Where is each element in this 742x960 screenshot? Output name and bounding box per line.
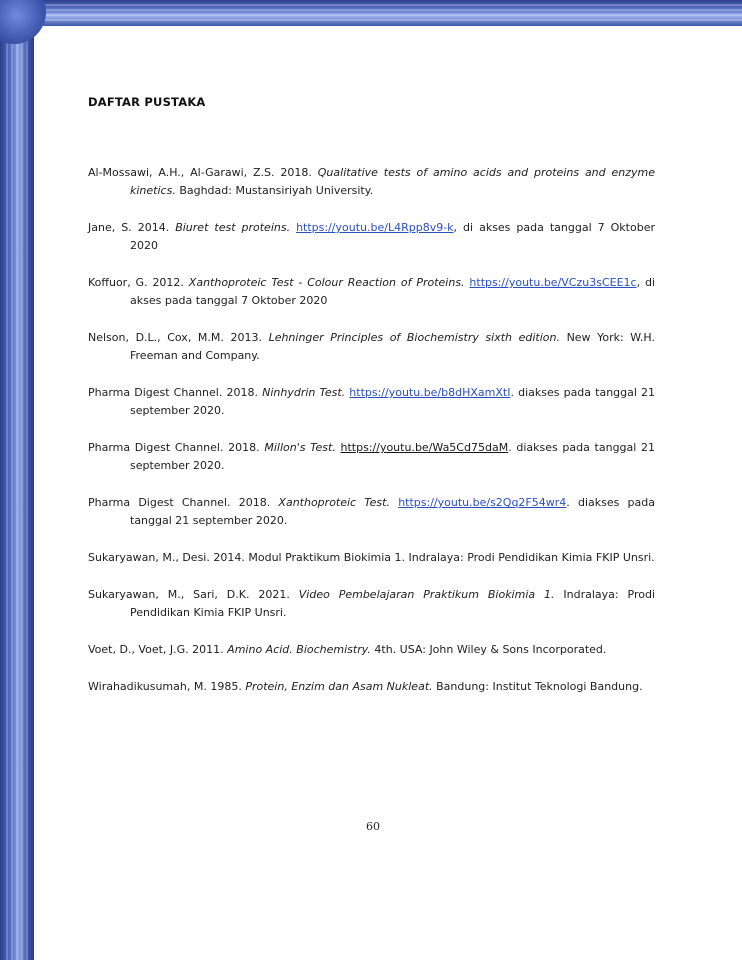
reference-entry	[88, 494, 655, 530]
corner-circle-decoration	[0, 0, 46, 44]
reference-link[interactable]: https://youtu.be/b8dHXamXtI	[349, 386, 511, 399]
reference-access-note: , di akses pada tanggal 7 Oktober 2020	[130, 276, 655, 307]
reference-year: 2014.	[213, 551, 245, 564]
reference-title: Xanthoproteic Test - Colour Reaction of Proteins.	[188, 276, 465, 289]
reference-link[interactable]: https://youtu.be/s2Qq2F54wr4	[398, 496, 567, 509]
reference-authors: Sukaryawan, M., Desi.	[88, 551, 210, 564]
reference-title: Biuret test proteins.	[175, 221, 291, 234]
reference-access-note: . diakses pada tanggal 21 september 2020.	[130, 496, 655, 527]
reference-publisher: Indralaya: Prodi Pendidikan Kimia FKIP Unsri.	[130, 588, 655, 619]
reference-entry	[88, 274, 655, 310]
top-border-decoration	[0, 0, 742, 26]
reference-publisher: Bandung: Institut Teknologi Bandung.	[436, 680, 643, 693]
reference-authors: Pharma Digest Channel.	[88, 496, 231, 509]
reference-entry	[88, 641, 655, 659]
reference-title: Xanthoproteic Test.	[278, 496, 390, 509]
reference-entry	[88, 329, 655, 365]
page-title: DAFTAR PUSTAKA	[88, 95, 206, 109]
reference-title: Millon's Test.	[264, 441, 336, 454]
left-border-decoration	[0, 0, 34, 960]
reference-authors: Voet, D., Voet, J.G.	[88, 643, 189, 656]
reference-entry	[88, 164, 655, 200]
reference-entry	[88, 549, 655, 567]
reference-access-note: , di akses pada tanggal 7 Oktober 2020	[130, 221, 655, 252]
reference-publisher: Baghdad: Mustansiriyah University.	[179, 184, 374, 197]
reference-authors: Nelson, D.L., Cox, M.M.	[88, 331, 224, 344]
reference-title: Video Pembelajaran Praktikum Biokimia 1.	[298, 588, 555, 601]
reference-authors: Sukaryawan, M., Sari, D.K.	[88, 588, 250, 601]
reference-publisher: 4th. USA: John Wiley & Sons Incorporated.	[374, 643, 607, 656]
page-number: 60	[366, 820, 380, 833]
reference-access-note: . diakses pada tanggal 21 september 2020.	[130, 386, 656, 417]
reference-title: Amino Acid. Biochemistry.	[227, 643, 371, 656]
reference-link[interactable]: https://youtu.be/L4Rpp8v9-k	[296, 221, 454, 234]
reference-year: 2014.	[137, 221, 170, 234]
reference-title: Protein, Enzim dan Asam Nukleat.	[245, 680, 433, 693]
reference-publisher: Modul Praktikum Biokimia 1. Indralaya: Prodi Pendidikan Kimia FKIP Unsri.	[248, 551, 655, 564]
reference-title: Ninhydrin Test.	[262, 386, 346, 399]
reference-title: Qualitative tests of amino acids and proteins and enzyme kinetics.	[130, 166, 655, 197]
reference-year: 2011.	[192, 643, 224, 656]
reference-year: 1985.	[210, 680, 242, 693]
reference-year: 2018.	[238, 496, 271, 509]
reference-year: 2013.	[230, 331, 262, 344]
reference-authors: Pharma Digest Channel.	[88, 386, 223, 399]
reference-year: 2018.	[226, 386, 258, 399]
top-border-stripes	[0, 4, 742, 22]
reference-entry	[88, 678, 655, 696]
reference-title: Lehninger Principles of Biochemistry sixth edition.	[268, 331, 560, 344]
left-border-stripes	[6, 0, 28, 960]
reference-entry	[88, 439, 655, 475]
reference-entry	[88, 384, 655, 420]
reference-link[interactable]: https://youtu.be/Wa5Cd75daM	[340, 441, 509, 454]
reference-year: 2021.	[258, 588, 290, 601]
reference-year: 2018.	[228, 441, 260, 454]
reference-authors: Wirahadikusumah, M.	[88, 680, 207, 693]
reference-authors: Pharma Digest Channel.	[88, 441, 224, 454]
reference-authors: Jane, S.	[88, 221, 132, 234]
reference-publisher: New York: W.H. Freeman and Company.	[130, 331, 655, 362]
reference-access-note: . diakses pada tanggal 21 september 2020.	[130, 441, 656, 472]
reference-entry	[88, 219, 655, 255]
reference-year: 2012.	[152, 276, 184, 289]
reference-list	[88, 164, 655, 715]
reference-year: 2018.	[280, 166, 312, 179]
reference-link[interactable]: https://youtu.be/VCzu3sCEE1c	[469, 276, 637, 289]
reference-authors: Al-Mossawi, A.H., Al-Garawi, Z.S.	[88, 166, 275, 179]
reference-entry	[88, 586, 655, 622]
reference-authors: Koffuor, G.	[88, 276, 148, 289]
